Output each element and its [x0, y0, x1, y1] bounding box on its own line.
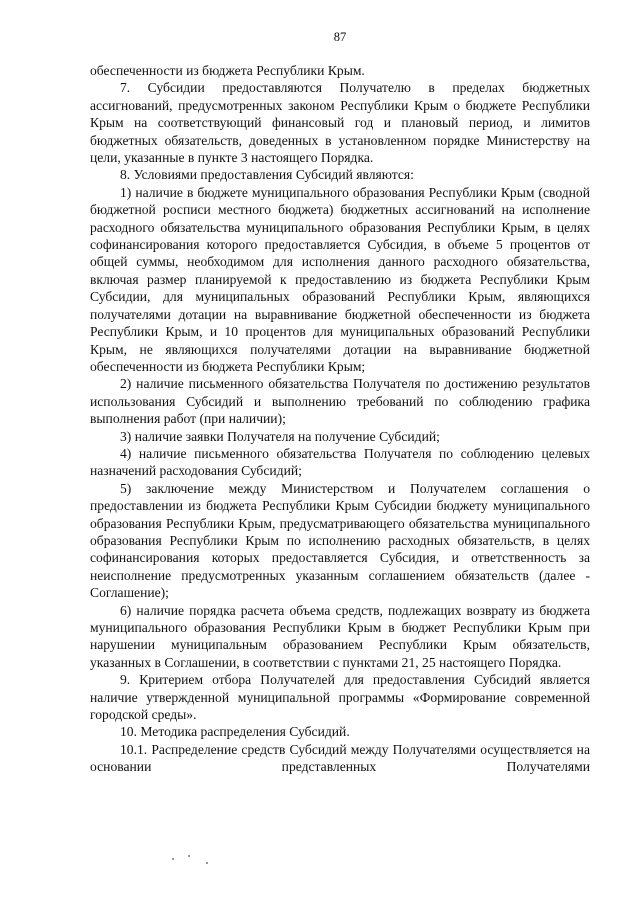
paragraph-10-1: 10.1. Распределение средств Субсидий между Получателями осуществляется на основании представленных Получателями — [90, 741, 590, 775]
condition-3: 3) наличие заявки Получателя на получение Субсидий; — [120, 428, 440, 444]
paragraph-10: 10. Методика распределения Субсидий. — [120, 724, 350, 740]
paragraph-9: 9. Критерием отбора Получателей для предоставления Субсидий является наличие утвержденной муниципальной программы «Формирование современной городской среды». — [90, 672, 590, 723]
page-number: 87 — [333, 30, 347, 44]
condition-5: 5) заключение между Министерством и Получателем соглашения о предоставлении из бюджета Республики Крым Субсидии бюджету муниципального образования Республики Крым, предусматривающего обязательства муниципального образования Республики Крым по исполнению расходных обязательств, в целях софинансирования которых предоставляется Субсидия, и ответственность за неисполнение предусмотренных указанным соглашением обязательств (далее - Соглашение); — [90, 480, 590, 601]
paragraph-8: 8. Условиями предоставления Субсидий являются: — [120, 167, 414, 183]
scan-specks — [170, 852, 230, 872]
condition-6: 6) наличие порядка расчета объема средств, подлежащих возврату из бюджета муниципального образования Республики Крым в бюджет Республики Крым при нарушении муниципальным образованием Республики Крым обязательств, указанных в Соглашении, в соответствии с пунктами 21, 25 настоящего Порядка. — [90, 602, 590, 670]
condition-1: 1) наличие в бюджете муниципального образования Республики Крым (сводной бюджетной росписи местного бюджета) бюджетных ассигнований на исполнение расходного обязательства муниципального образования Республики Крым, в целях софинансирования которого предоставляется Субсидия, в объеме 5 процентов от общей суммы, необходимом для исполнения данного расходного обязательства, включая размер планируемой к предоставлению из бюджета Республики Крым Субсидии, для муниципальных образований Республики Крым, являющихся получателями дотации на выравнивание бюджетной обеспеченности из бюджета Республики Крым, и 10 процентов для муниципальных образований Республики Крым, не являющихся получателями дотации на выравнивание бюджетной обеспеченности из бюджета Республики Крым; — [90, 184, 590, 374]
paragraph-continuation: обеспеченности из бюджета Республики Крым. — [90, 63, 365, 78]
condition-4: 4) наличие письменного обязательства Получателя по соблюдению целевых назначений расходования Субсидий; — [90, 445, 590, 479]
condition-2: 2) наличие письменного обязательства Получателя по достижению результатов использования Субсидий и выполнению требований по соблюдению графика выполнения работ (при наличии); — [90, 376, 590, 427]
paragraph-7: 7. Субсидии предоставляются Получателю в пределах бюджетных ассигнований, предусмотренных законом Республики Крым о бюджете Республики Крым на соответствующий финансовый год и плановый период, и лимитов бюджетных обязательств, доведенных в установленном порядке Министерству на цели, указанные в пункте 3 настоящего Порядка. — [90, 80, 590, 166]
document-body — [90, 62, 590, 776]
